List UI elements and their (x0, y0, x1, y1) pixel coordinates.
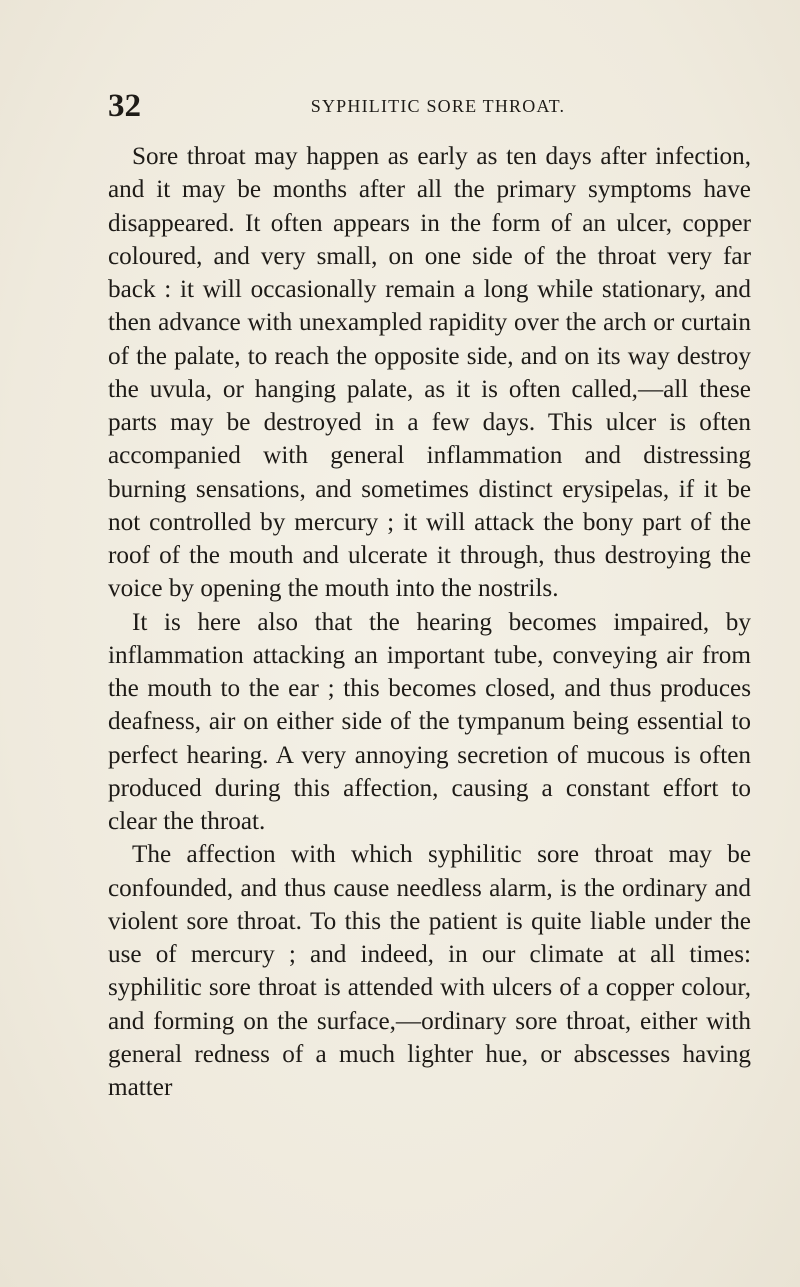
paragraph: Sore throat may happen as early as ten days after infection, and it may be months after all the primary symptoms have disappeared. It often appears in the form of an ulcer, copper coloured, and very small, on one side of the throat very far back : it will occasionally remain a long while stationary, and then advance with unexampled rapidity over the arch or curtain of the palate, to reach the opposite side, and on its way destroy the uvula, or hanging palate, as it is often called,—all these parts may be destroyed in a few days. This ulcer is often accompanied with general inflammation and distressing burning sensations, and sometimes distinct erysipelas, if it be not controlled by mercury ; it will attack the bony part of the roof of the mouth and ulcerate it through, thus destroying the voice by opening the mouth into the nostrils. (108, 143, 751, 603)
paragraph: The affection with which syphilitic sore throat may be confounded, and thus cause needless alarm, is the ordinary and violent sore throat. To this the patient is quite liable under the use of mercury ; and indeed, in our climate at all times: syphilitic sore throat is attended with ulcers of a copper colour, and forming on the surface,—ordinary sore throat, either with general redness of a much lighter hue, or abscesses having matter (108, 841, 751, 1101)
body-text (108, 140, 751, 1104)
running-head: SYPHILITIC SORE THROAT. (310, 96, 566, 116)
page-number: 32 (108, 88, 141, 124)
paragraph: It is here also that the hearing becomes impaired, by inflammation attacking an important tube, conveying air from the mouth to the ear ; this becomes closed, and thus produces deafness, air on either side of the tympanum being essential to perfect hearing. A very annoying secretion of mucous is often produced during this affection, causing a constant effort to clear the throat. (108, 608, 751, 835)
page-header (108, 86, 748, 126)
